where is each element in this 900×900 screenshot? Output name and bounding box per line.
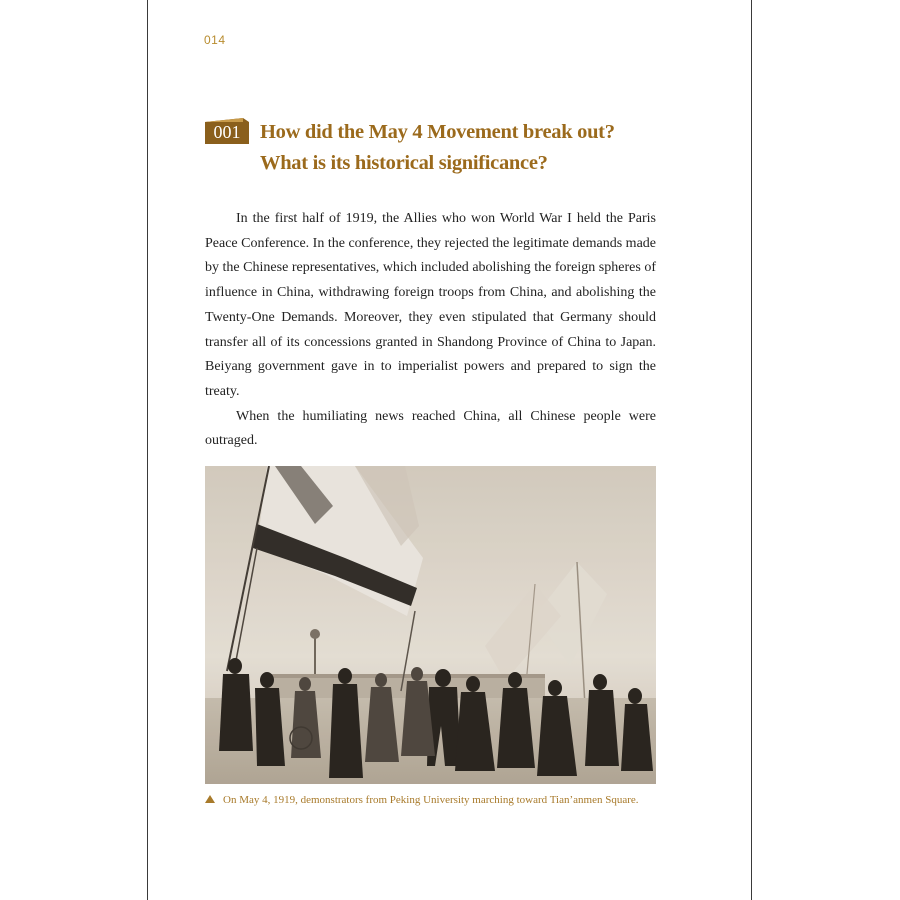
page-number: 014	[204, 33, 226, 47]
triangle-up-icon	[205, 795, 215, 803]
book-page	[147, 0, 752, 900]
historical-photo	[205, 466, 656, 784]
paragraph-1: In the first half of 1919, the Allies who won World War I held the Paris Peace Conference. In the conference, they rejected the legitimate demands made by the Chinese representatives, which included abolishing the foreign spheres of influence in China, withdrawing foreign troops from China, and abolishing the Twenty-One Demands. Moreover, they even stipulated that Germany should transfer all of its concessions granted in Shandong Province of China to Japan. Beiyang government gave in to imperialist powers and prepared to sign the treaty.	[205, 211, 656, 399]
question-number: 001	[213, 122, 241, 142]
question-title-line-1: How did the May 4 Movement break out?	[260, 121, 615, 143]
question-title	[260, 117, 660, 179]
photo-demonstrators-marching	[205, 466, 656, 784]
body-text	[205, 207, 656, 454]
caption-text: On May 4, 1919, demonstrators from Peking University marching toward Tian’anmen Square.	[223, 794, 639, 806]
question-number-badge	[205, 118, 249, 144]
figure-caption	[205, 791, 656, 809]
question-title-line-2: What is its historical significance?	[260, 152, 548, 174]
paragraph-2: When the humiliating news reached China, all Chinese people were outraged.	[205, 408, 656, 449]
